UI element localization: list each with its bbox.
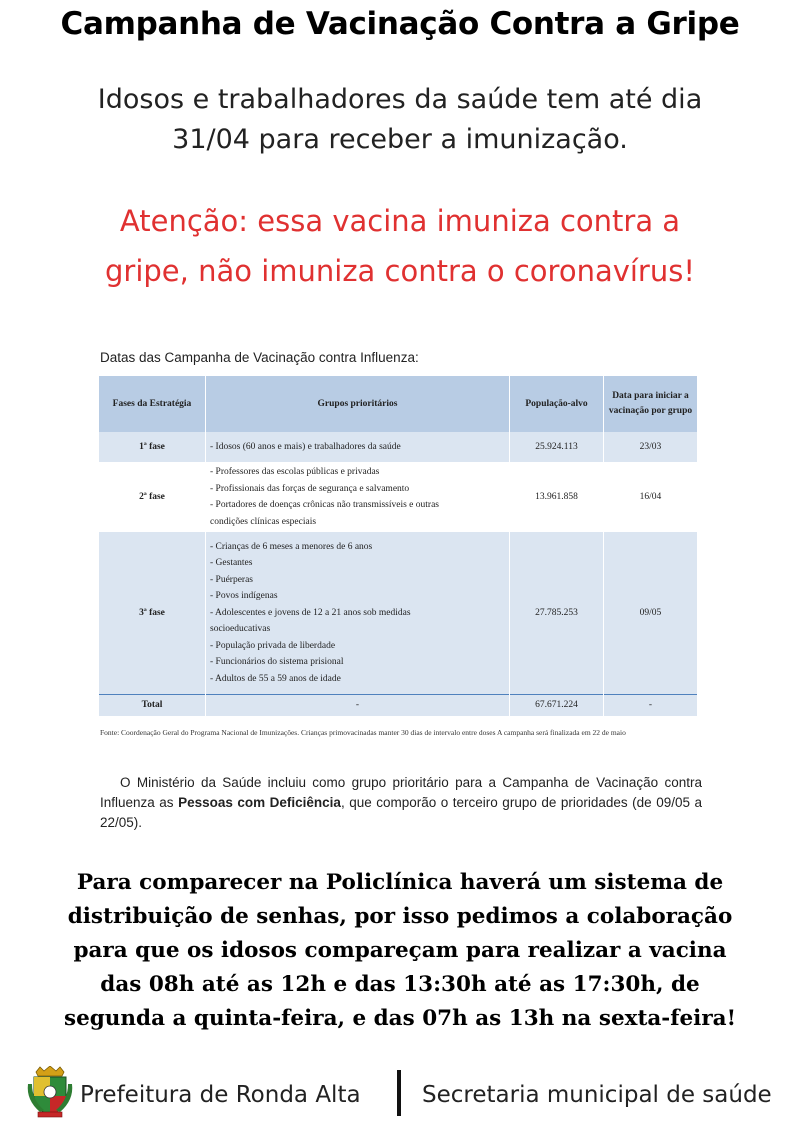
grupos-cell <box>206 432 510 462</box>
ministerio-bold-text: Pessoas com Deficiência <box>178 795 341 810</box>
vaccination-schedule-table <box>99 376 698 716</box>
grupo-item: - Puérperas <box>210 574 253 585</box>
fase-cell: 2ª fase <box>99 462 206 532</box>
ministerio-text-after: , que comporão o terceiro grupo de prioridades (de 09/05 a 22/05). <box>100 795 702 830</box>
grupo-item: - Adolescentes e jovens de 12 a 21 anos sob medidas <box>210 607 411 618</box>
info-line: para que os idosos compareçam para realizar a vacina <box>73 938 727 963</box>
grupo-item: - Funcionários do sistema prisional <box>210 657 344 668</box>
info-line: segunda a quinta-feira, e das 07h as 13h na sexta-feira! <box>63 1006 737 1031</box>
info-line: Para comparecer na Policlínica haverá um sistema de <box>76 870 724 895</box>
grupo-item: - Profissionais das forças de segurança e salvamento <box>210 483 410 494</box>
warning-line-2: gripe, não imuniza contra o coronavírus! <box>105 254 695 288</box>
header-data: Data para iniciar a vacinação por grupo <box>604 376 698 432</box>
data-cell: 23/03 <box>604 432 698 462</box>
grupo-item: - População privada de liberdade <box>210 640 336 651</box>
grupo-item: condições clínicas especiais <box>210 516 317 527</box>
table-row <box>99 432 698 462</box>
footer-divider <box>397 1070 401 1116</box>
page-title: Campanha de Vacinação Contra a Gripe <box>60 6 740 42</box>
header-grupos: Grupos prioritários <box>206 376 510 432</box>
warning-text <box>30 196 770 296</box>
populacao-cell: 27.785.253 <box>510 532 604 695</box>
fase-cell: 3ª fase <box>99 532 206 695</box>
grupo-item: socioeducativas <box>210 624 271 635</box>
grupo-item: - Crianças de 6 meses a menores de 6 anos <box>210 541 373 552</box>
header-populacao: População-alvo <box>510 376 604 432</box>
subtitle-line-1: Idosos e trabalhadores da saúde tem até dia <box>97 84 703 115</box>
footer <box>0 1060 800 1120</box>
total-label: Total <box>99 695 206 716</box>
grupo-item: - Povos indígenas <box>210 591 278 602</box>
info-line: das 08h até as 12h e das 13:30h até as 17:30h, de <box>100 972 700 997</box>
ministerio-paragraph <box>100 773 702 833</box>
total-grupos: - <box>206 695 510 716</box>
ministerio-text-before: O Ministério da Saúde incluiu como grupo prioritário para a Campanha de Vacinação contra Influenza as <box>100 775 702 810</box>
subtitle-line-2: 31/04 para receber a imunização. <box>172 124 628 155</box>
table-row <box>99 462 698 532</box>
table-total-row <box>99 695 698 716</box>
secretaria-label: Secretaria municipal de saúde <box>422 1082 772 1108</box>
warning-line-1: Atenção: essa vacina imuniza contra a <box>119 204 681 238</box>
info-line: distribuição de senhas, por isso pedimos a colaboração <box>67 904 733 929</box>
data-cell: 09/05 <box>604 532 698 695</box>
municipal-coat-of-arms-icon <box>26 1066 74 1118</box>
grupos-cell <box>206 532 510 695</box>
total-populacao: 67.671.224 <box>510 695 604 716</box>
table-row <box>99 532 698 695</box>
grupo-item: - Gestantes <box>210 558 253 569</box>
data-cell: 16/04 <box>604 462 698 532</box>
policlinica-info <box>20 866 780 1036</box>
populacao-cell: 25.924.113 <box>510 432 604 462</box>
grupo-item: - Idosos (60 anos e mais) e trabalhadores da saúde <box>210 441 401 452</box>
populacao-cell: 13.961.858 <box>510 462 604 532</box>
table-source-note: Fonte: Coordenação Geral do Programa Nacional de Imunizações. Crianças primovacinadas manter 30 dias de intervalo entre doses A campanha será finalizada em 22 de maio <box>100 728 626 737</box>
total-data: - <box>604 695 698 716</box>
grupo-item: - Professores das escolas públicas e privadas <box>210 467 380 477</box>
table-caption: Datas das Campanha de Vacinação contra Influenza: <box>100 350 419 365</box>
prefeitura-label: Prefeitura de Ronda Alta <box>80 1082 361 1108</box>
grupos-cell <box>206 462 510 532</box>
grupo-item: - Portadores de doenças crônicas não transmissíveis e outras <box>210 500 439 510</box>
header-fases: Fases da Estratégia <box>99 376 206 432</box>
subtitle <box>40 80 760 160</box>
grupo-item: - Adultos de 55 a 59 anos de idade <box>210 673 341 684</box>
fase-cell: 1ª fase <box>99 432 206 462</box>
